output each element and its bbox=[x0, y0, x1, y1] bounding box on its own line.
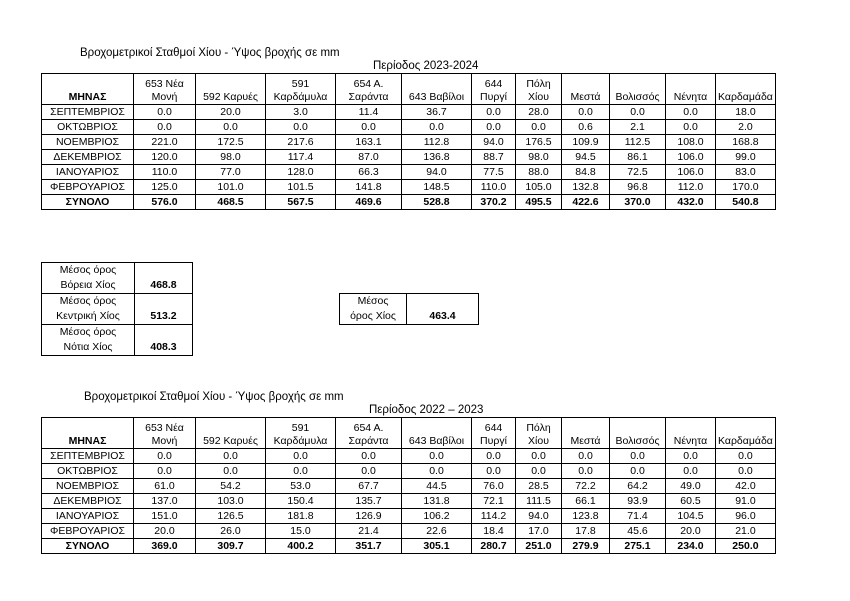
rainfall-cell: 0.0 bbox=[562, 105, 610, 120]
column-header-line: 591 bbox=[291, 422, 310, 434]
month-cell: ΦΕΒΡΟΥΑΡΙΟΣ bbox=[42, 180, 134, 195]
table-row bbox=[42, 464, 776, 479]
rainfall-cell: 0.0 bbox=[516, 464, 562, 479]
column-header-line bbox=[668, 422, 713, 435]
rainfall-cell: 67.7 bbox=[336, 479, 402, 494]
column-header-station bbox=[610, 418, 666, 449]
table-row bbox=[42, 135, 776, 150]
table-row bbox=[42, 479, 776, 494]
total-cell: 305.1 bbox=[402, 539, 472, 554]
column-header-station bbox=[516, 418, 562, 449]
column-header-line: Νένητα bbox=[673, 435, 708, 447]
table-row bbox=[42, 449, 776, 464]
rainfall-cell: 87.0 bbox=[336, 150, 402, 165]
column-header-line: 654 Α. bbox=[353, 422, 384, 434]
rainfall-cell: 60.5 bbox=[666, 494, 716, 509]
rainfall-cell: 0.0 bbox=[134, 120, 196, 135]
rainfall-cell: 109.9 bbox=[562, 135, 610, 150]
rainfall-cell: 168.8 bbox=[716, 135, 776, 150]
column-header-station bbox=[666, 74, 716, 105]
column-header-station bbox=[516, 74, 562, 105]
rainfall-cell: 126.5 bbox=[196, 509, 266, 524]
rainfall-cell: 0.0 bbox=[562, 449, 610, 464]
rainfall-cell: 15.0 bbox=[266, 524, 336, 539]
column-header-line: Πόλη bbox=[526, 78, 551, 90]
rainfall-cell: 105.0 bbox=[516, 180, 562, 195]
column-header-month: ΜΗΝΑΣ bbox=[42, 418, 134, 449]
rainfall-cell: 125.0 bbox=[134, 180, 196, 195]
rainfall-cell: 0.0 bbox=[716, 464, 776, 479]
rainfall-cell: 0.0 bbox=[196, 449, 266, 464]
rainfall-cell: 0.0 bbox=[266, 449, 336, 464]
rainfall-cell: 0.0 bbox=[336, 120, 402, 135]
rainfall-cell: 72.1 bbox=[472, 494, 516, 509]
total-cell: 422.6 bbox=[562, 195, 610, 210]
rainfall-cell: 2.1 bbox=[610, 120, 666, 135]
regional-averages-table bbox=[41, 262, 193, 356]
column-header-station bbox=[402, 418, 472, 449]
month-cell: ΟΚΤΩΒΡΙΟΣ bbox=[42, 464, 134, 479]
month-cell: ΣΕΠΤΕΜΒΡΙΟΣ bbox=[42, 449, 134, 464]
average-label-line: Βόρεια Χίος bbox=[60, 279, 116, 291]
column-header-line: Πυργί bbox=[480, 435, 507, 447]
rainfall-cell: 93.9 bbox=[610, 494, 666, 509]
column-header-line: 644 bbox=[484, 78, 503, 90]
rainfall-cell: 108.0 bbox=[666, 135, 716, 150]
rainfall-cell: 120.0 bbox=[134, 150, 196, 165]
table-row bbox=[42, 165, 776, 180]
average-label-line: Μέσος όρος bbox=[59, 326, 117, 338]
month-cell: ΝΟΕΜΒΡΙΟΣ bbox=[42, 135, 134, 150]
rainfall-cell: 94.5 bbox=[562, 150, 610, 165]
column-header-line bbox=[198, 78, 263, 91]
average-label-line: Μέσος bbox=[357, 295, 389, 307]
rainfall-cell: 94.0 bbox=[402, 165, 472, 180]
column-header-line: Βολισσός bbox=[615, 91, 660, 103]
rainfall-cell: 112.8 bbox=[402, 135, 472, 150]
column-header-station bbox=[134, 418, 196, 449]
column-header-station bbox=[472, 74, 516, 105]
column-header-line bbox=[404, 422, 469, 435]
average-row bbox=[42, 294, 193, 325]
rainfall-cell: 72.2 bbox=[562, 479, 610, 494]
rainfall-cell: 176.5 bbox=[516, 135, 562, 150]
rainfall-cell: 114.2 bbox=[472, 509, 516, 524]
column-header-line bbox=[564, 422, 607, 435]
total-cell: 250.0 bbox=[716, 539, 776, 554]
rainfall-table-2023-2024 bbox=[41, 73, 776, 210]
total-label: ΣΥΝΟΛΟ bbox=[42, 539, 134, 554]
rainfall-cell: 66.1 bbox=[562, 494, 610, 509]
column-header-line: Σαράντα bbox=[348, 91, 389, 103]
rainfall-cell: 22.6 bbox=[402, 524, 472, 539]
column-header-line: Πόλη bbox=[526, 422, 551, 434]
column-header-line: 592 Καρυές bbox=[203, 435, 258, 447]
column-header-station bbox=[610, 74, 666, 105]
table1-title: Βροχομετρικοί Σταθμοί Χίου - Ύψος βροχής σε mm bbox=[80, 47, 340, 59]
average-label-line: Νότια Χίος bbox=[63, 341, 113, 353]
rainfall-cell: 170.0 bbox=[716, 180, 776, 195]
average-label-line: όρος Χίος bbox=[350, 310, 396, 322]
total-cell: 370.2 bbox=[472, 195, 516, 210]
average-label-line: Κεντρική Χίος bbox=[56, 310, 120, 322]
average-row bbox=[42, 263, 193, 294]
rainfall-cell: 96.0 bbox=[716, 509, 776, 524]
rainfall-cell: 0.0 bbox=[472, 105, 516, 120]
overall-average-table bbox=[339, 293, 479, 325]
rainfall-cell: 0.0 bbox=[134, 464, 196, 479]
column-header-line bbox=[668, 78, 713, 91]
column-header-line: Χίου bbox=[528, 435, 549, 447]
rainfall-cell: 91.0 bbox=[716, 494, 776, 509]
rainfall-cell: 103.0 bbox=[196, 494, 266, 509]
month-cell: ΣΕΠΤΕΜΒΡΙΟΣ bbox=[42, 105, 134, 120]
rainfall-cell: 0.0 bbox=[666, 120, 716, 135]
rainfall-cell: 0.0 bbox=[402, 464, 472, 479]
average-value: 408.3 bbox=[135, 325, 193, 356]
average-label bbox=[42, 294, 135, 325]
rainfall-cell: 20.0 bbox=[196, 105, 266, 120]
column-header-station bbox=[716, 418, 776, 449]
total-cell: 369.0 bbox=[134, 539, 196, 554]
rainfall-cell: 45.6 bbox=[610, 524, 666, 539]
rainfall-cell: 44.5 bbox=[402, 479, 472, 494]
rainfall-cell: 0.0 bbox=[134, 105, 196, 120]
rainfall-cell: 0.0 bbox=[472, 449, 516, 464]
rainfall-cell: 0.0 bbox=[516, 120, 562, 135]
column-header-line: 644 bbox=[484, 422, 503, 434]
total-cell: 280.7 bbox=[472, 539, 516, 554]
average-row bbox=[42, 325, 193, 356]
table-row bbox=[42, 494, 776, 509]
column-header-month: ΜΗΝΑΣ bbox=[42, 74, 134, 105]
column-header-line: Μονή bbox=[151, 91, 178, 103]
rainfall-cell: 0.0 bbox=[610, 449, 666, 464]
column-header-line: Σαράντα bbox=[348, 435, 389, 447]
rainfall-cell: 64.2 bbox=[610, 479, 666, 494]
column-header-station bbox=[196, 74, 266, 105]
column-header-line: Μεστά bbox=[570, 91, 601, 103]
rainfall-cell: 0.0 bbox=[336, 464, 402, 479]
rainfall-cell: 54.2 bbox=[196, 479, 266, 494]
rainfall-cell: 0.0 bbox=[516, 449, 562, 464]
rainfall-cell: 71.4 bbox=[610, 509, 666, 524]
rainfall-cell: 106.0 bbox=[666, 150, 716, 165]
rainfall-cell: 106.0 bbox=[666, 165, 716, 180]
rainfall-cell: 0.0 bbox=[472, 120, 516, 135]
rainfall-cell: 0.0 bbox=[336, 449, 402, 464]
column-header-line: Πυργί bbox=[480, 91, 507, 103]
rainfall-cell: 76.0 bbox=[472, 479, 516, 494]
rainfall-cell: 221.0 bbox=[134, 135, 196, 150]
total-cell: 351.7 bbox=[336, 539, 402, 554]
total-cell: 251.0 bbox=[516, 539, 562, 554]
rainfall-cell: 137.0 bbox=[134, 494, 196, 509]
table2-title: Βροχομετρικοί Σταθμοί Χίου - Ύψος βροχής σε mm bbox=[84, 391, 344, 403]
rainfall-cell: 148.5 bbox=[402, 180, 472, 195]
column-header-station bbox=[336, 418, 402, 449]
average-value: 468.8 bbox=[135, 263, 193, 294]
rainfall-cell: 86.1 bbox=[610, 150, 666, 165]
column-header-line: Μεστά bbox=[570, 435, 601, 447]
column-header-station bbox=[266, 418, 336, 449]
rainfall-cell: 110.0 bbox=[134, 165, 196, 180]
column-header-station bbox=[716, 74, 776, 105]
rainfall-cell: 96.8 bbox=[610, 180, 666, 195]
rainfall-cell: 131.8 bbox=[402, 494, 472, 509]
column-header-line: 643 Βαβίλοι bbox=[408, 435, 465, 447]
rainfall-cell: 217.6 bbox=[266, 135, 336, 150]
total-cell: 540.8 bbox=[716, 195, 776, 210]
rainfall-cell: 21.4 bbox=[336, 524, 402, 539]
rainfall-cell: 0.0 bbox=[716, 449, 776, 464]
column-header-line: 653 Νέα bbox=[145, 422, 184, 434]
total-row bbox=[42, 539, 776, 554]
column-header-line bbox=[404, 78, 469, 91]
total-cell: 432.0 bbox=[666, 195, 716, 210]
rainfall-cell: 0.0 bbox=[666, 464, 716, 479]
rainfall-cell: 18.0 bbox=[716, 105, 776, 120]
month-cell: ΦΕΒΡΟΥΑΡΙΟΣ bbox=[42, 524, 134, 539]
total-label: ΣΥΝΟΛΟ bbox=[42, 195, 134, 210]
column-header-line: 643 Βαβίλοι bbox=[408, 91, 465, 103]
rainfall-cell: 94.0 bbox=[516, 509, 562, 524]
month-cell: ΙΑΝΟΥΑΡΙΟΣ bbox=[42, 509, 134, 524]
average-value: 513.2 bbox=[135, 294, 193, 325]
rainfall-cell: 99.0 bbox=[716, 150, 776, 165]
column-header-line bbox=[718, 422, 773, 435]
rainfall-cell: 0.6 bbox=[562, 120, 610, 135]
month-cell: ΔΕΚΕΜΒΡΙΟΣ bbox=[42, 494, 134, 509]
header-row bbox=[42, 418, 776, 449]
rainfall-cell: 0.0 bbox=[666, 105, 716, 120]
rainfall-cell: 84.8 bbox=[562, 165, 610, 180]
column-header-line: Χίου bbox=[528, 91, 549, 103]
table1-period: Περίοδος 2023-2024 bbox=[373, 60, 479, 72]
column-header-line bbox=[718, 78, 773, 91]
column-header-line: 654 Α. bbox=[353, 78, 384, 90]
column-header-station bbox=[562, 418, 610, 449]
total-cell: 528.8 bbox=[402, 195, 472, 210]
table-row bbox=[42, 180, 776, 195]
total-cell: 275.1 bbox=[610, 539, 666, 554]
rainfall-cell: 0.0 bbox=[472, 464, 516, 479]
rainfall-cell: 132.8 bbox=[562, 180, 610, 195]
rainfall-cell: 0.0 bbox=[196, 120, 266, 135]
column-header-line: Καρδάμυλα bbox=[273, 91, 328, 103]
month-cell: ΙΑΝΟΥΑΡΙΟΣ bbox=[42, 165, 134, 180]
rainfall-cell: 126.9 bbox=[336, 509, 402, 524]
rainfall-cell: 123.8 bbox=[562, 509, 610, 524]
rainfall-cell: 20.0 bbox=[666, 524, 716, 539]
rainfall-cell: 163.1 bbox=[336, 135, 402, 150]
average-value: 463.4 bbox=[407, 294, 479, 325]
column-header-line: Βολισσός bbox=[615, 435, 660, 447]
rainfall-cell: 112.5 bbox=[610, 135, 666, 150]
total-cell: 576.0 bbox=[134, 195, 196, 210]
table-row bbox=[42, 509, 776, 524]
rainfall-cell: 101.5 bbox=[266, 180, 336, 195]
column-header-line bbox=[564, 78, 607, 91]
rainfall-cell: 181.8 bbox=[266, 509, 336, 524]
average-label bbox=[340, 294, 407, 325]
column-header-station bbox=[562, 74, 610, 105]
rainfall-cell: 66.3 bbox=[336, 165, 402, 180]
month-cell: ΝΟΕΜΒΡΙΟΣ bbox=[42, 479, 134, 494]
rainfall-cell: 61.0 bbox=[134, 479, 196, 494]
rainfall-cell: 101.0 bbox=[196, 180, 266, 195]
rainfall-table-2022-2023 bbox=[41, 417, 776, 554]
rainfall-cell: 128.0 bbox=[266, 165, 336, 180]
column-header-line bbox=[198, 422, 263, 435]
rainfall-cell: 28.0 bbox=[516, 105, 562, 120]
column-header-station bbox=[472, 418, 516, 449]
rainfall-cell: 151.0 bbox=[134, 509, 196, 524]
average-row bbox=[340, 294, 479, 325]
rainfall-cell: 88.0 bbox=[516, 165, 562, 180]
column-header-line: 653 Νέα bbox=[145, 78, 184, 90]
rainfall-cell: 135.7 bbox=[336, 494, 402, 509]
rainfall-cell: 104.5 bbox=[666, 509, 716, 524]
rainfall-cell: 2.0 bbox=[716, 120, 776, 135]
column-header-station bbox=[666, 418, 716, 449]
table-row bbox=[42, 524, 776, 539]
rainfall-cell: 94.0 bbox=[472, 135, 516, 150]
column-header-line bbox=[612, 422, 663, 435]
column-header-line: 592 Καρυές bbox=[203, 91, 258, 103]
column-header-line bbox=[612, 78, 663, 91]
column-header-line: Καρδαμάδα bbox=[718, 91, 773, 103]
rainfall-cell: 53.0 bbox=[266, 479, 336, 494]
total-row bbox=[42, 195, 776, 210]
rainfall-cell: 0.0 bbox=[666, 449, 716, 464]
rainfall-cell: 0.0 bbox=[610, 464, 666, 479]
column-header-station bbox=[402, 74, 472, 105]
rainfall-cell: 28.5 bbox=[516, 479, 562, 494]
header-row bbox=[42, 74, 776, 105]
rainfall-cell: 98.0 bbox=[196, 150, 266, 165]
column-header-line: Καρδαμάδα bbox=[718, 435, 773, 447]
column-header-station bbox=[134, 74, 196, 105]
rainfall-cell: 77.5 bbox=[472, 165, 516, 180]
table2-period: Περίοδος 2022 – 2023 bbox=[369, 404, 484, 416]
table-row bbox=[42, 105, 776, 120]
rainfall-cell: 172.5 bbox=[196, 135, 266, 150]
rainfall-cell: 110.0 bbox=[472, 180, 516, 195]
rainfall-cell: 36.7 bbox=[402, 105, 472, 120]
rainfall-cell: 0.0 bbox=[562, 464, 610, 479]
rainfall-cell: 20.0 bbox=[134, 524, 196, 539]
average-label-line: Μέσος όρος bbox=[59, 295, 117, 307]
rainfall-cell: 18.4 bbox=[472, 524, 516, 539]
rainfall-cell: 0.0 bbox=[402, 120, 472, 135]
total-cell: 309.7 bbox=[196, 539, 266, 554]
total-cell: 468.5 bbox=[196, 195, 266, 210]
rainfall-cell: 112.0 bbox=[666, 180, 716, 195]
column-header-line: Μονή bbox=[151, 435, 178, 447]
column-header-line: Καρδάμυλα bbox=[273, 435, 328, 447]
rainfall-cell: 88.7 bbox=[472, 150, 516, 165]
total-cell: 567.5 bbox=[266, 195, 336, 210]
table-row bbox=[42, 150, 776, 165]
column-header-station bbox=[266, 74, 336, 105]
rainfall-cell: 83.0 bbox=[716, 165, 776, 180]
average-label-line: Μέσος όρος bbox=[59, 264, 117, 276]
total-cell: 400.2 bbox=[266, 539, 336, 554]
rainfall-cell: 150.4 bbox=[266, 494, 336, 509]
total-cell: 234.0 bbox=[666, 539, 716, 554]
column-header-station bbox=[336, 74, 402, 105]
rainfall-cell: 0.0 bbox=[266, 120, 336, 135]
average-label bbox=[42, 325, 135, 356]
month-cell: ΟΚΤΩΒΡΙΟΣ bbox=[42, 120, 134, 135]
rainfall-cell: 17.0 bbox=[516, 524, 562, 539]
column-header-line: Νένητα bbox=[673, 91, 708, 103]
rainfall-cell: 11.4 bbox=[336, 105, 402, 120]
month-cell: ΔΕΚΕΜΒΡΙΟΣ bbox=[42, 150, 134, 165]
rainfall-cell: 77.0 bbox=[196, 165, 266, 180]
rainfall-cell: 117.4 bbox=[266, 150, 336, 165]
total-cell: 370.0 bbox=[610, 195, 666, 210]
rainfall-cell: 26.0 bbox=[196, 524, 266, 539]
rainfall-cell: 0.0 bbox=[610, 105, 666, 120]
table-row bbox=[42, 120, 776, 135]
rainfall-cell: 72.5 bbox=[610, 165, 666, 180]
rainfall-cell: 0.0 bbox=[402, 449, 472, 464]
total-cell: 279.9 bbox=[562, 539, 610, 554]
column-header-station bbox=[196, 418, 266, 449]
rainfall-cell: 141.8 bbox=[336, 180, 402, 195]
total-cell: 469.6 bbox=[336, 195, 402, 210]
rainfall-cell: 3.0 bbox=[266, 105, 336, 120]
rainfall-cell: 0.0 bbox=[196, 464, 266, 479]
rainfall-cell: 17.8 bbox=[562, 524, 610, 539]
average-label bbox=[42, 263, 135, 294]
rainfall-cell: 136.8 bbox=[402, 150, 472, 165]
rainfall-cell: 49.0 bbox=[666, 479, 716, 494]
total-cell: 495.5 bbox=[516, 195, 562, 210]
rainfall-cell: 42.0 bbox=[716, 479, 776, 494]
rainfall-cell: 0.0 bbox=[134, 449, 196, 464]
rainfall-cell: 98.0 bbox=[516, 150, 562, 165]
column-header-line: 591 bbox=[291, 78, 310, 90]
rainfall-cell: 111.5 bbox=[516, 494, 562, 509]
rainfall-cell: 106.2 bbox=[402, 509, 472, 524]
rainfall-cell: 21.0 bbox=[716, 524, 776, 539]
rainfall-cell: 0.0 bbox=[266, 464, 336, 479]
